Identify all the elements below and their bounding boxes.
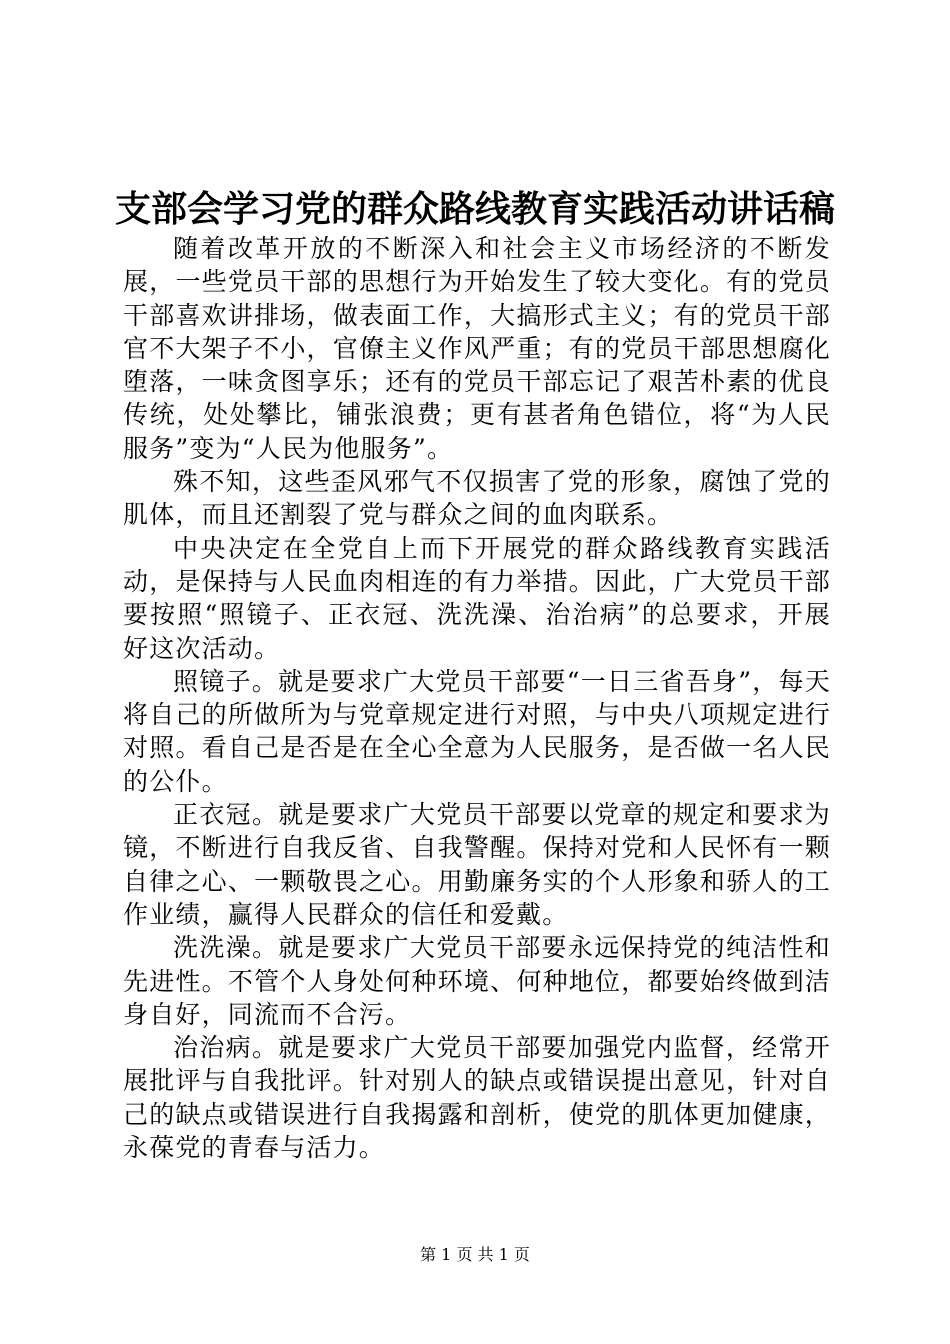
page-footer: 第 1 页 共 1 页 xyxy=(420,1245,530,1264)
paragraph-dress: 正衣冠。就是要求广大党员干部要以党章的规定和要求为镜，不断进行自我反省、自我警醒。保持对党和人民怀有一颗自律之心、一颗敬畏之心。用勤廉务实的个人形象和骄人的工作业绩，赢得人民群众的信任和爱戴。 xyxy=(123,800,831,929)
paragraph-intro: 随着改革开放的不断深入和社会主义市场经济的不断发展，一些党员干部的思想行为开始发生了较大变化。有的党员干部喜欢讲排场，做表面工作，大搞形式主义；有的党员干部官不大架子不小，官僚主义作风严重；有的党员干部思想腐化堕落，一味贪图享乐；还有的党员干部忘记了艰苦朴素的优良传统，处处攀比，铺张浪费；更有甚者角色错位，将“为人民服务”变为“人民为他服务”。 xyxy=(123,234,831,463)
paragraph-mirror: 照镜子。就是要求广大党员干部要“一日三省吾身”，每天将自己的所做所为与党章规定进行对照，与中央八项规定进行对照。看自己是否是在全心全意为人民服务，是否做一名人民的公仆。 xyxy=(123,666,831,796)
paragraph-central-decision: 中央决定在全党自上而下开展党的群众路线教育实践活动，是保持与人民血肉相连的有力举措。因此，广大党员干部要按照“照镜子、正衣冠、洗洗澡、治治病”的总要求，开展好这次活动。 xyxy=(123,533,831,663)
document-title: 支部会学习党的群众路线教育实践活动讲话稿 xyxy=(114,188,835,230)
paragraph-bath: 洗洗澡。就是要求广大党员干部要永远保持党的纯洁性和先进性。不管个人身处何种环境、何种地位，都要始终做到洁身自好，同流而不合污。 xyxy=(123,933,831,1029)
paragraph-consequence: 殊不知，这些歪风邪气不仅损害了党的形象，腐蚀了党的肌体，而且还割裂了党与群众之间的血肉联系。 xyxy=(123,467,831,530)
document-body xyxy=(123,232,831,1164)
paragraph-cure: 治治病。就是要求广大党员干部要加强党内监督，经常开展批评与自我批评。针对别人的缺点或错误提出意见，针对自己的缺点或错误进行自我揭露和剖析，使党的肌体更加健康，永葆党的青春与活力。 xyxy=(123,1033,831,1163)
